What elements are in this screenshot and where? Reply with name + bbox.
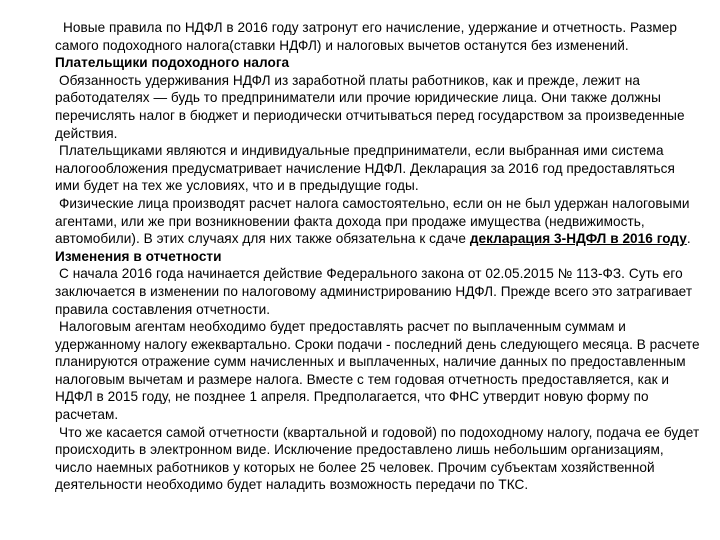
document-body — [55, 19, 703, 494]
heading-payers: Плательщики подоходного налога — [55, 55, 290, 71]
paragraph-individuals — [55, 195, 703, 248]
paragraph-tax-agents: Налоговым агентам необходимо будет предоставлять расчет по выплаченным суммам и удержанному налогу ежеквартально. Сроки подачи - последний день следующего месяца. В расчете планируются отражение сумм начисленных и выплаченных, наличие данных по предоставленным налоговым вычетам и размере налога. Вместе с тем годовая отчетность предоставляется, как и НДФЛ в 2015 году, не позднее 1 апреля. Предполагается, что ФНС утвердит новую форму по расчетам. — [55, 319, 700, 423]
paragraph-employers: Обязанность удерживания НДФЛ из заработной платы работников, как и прежде, лежит на работодателях — будь то предприниматели или прочие юридические лица. Они также должны перечислять налог в бюджет и периодически отчитываться перед государством за произведенные действия. — [55, 72, 685, 141]
heading-reporting: Изменения в отчетности — [55, 248, 222, 264]
paragraph-individuals-end: . — [686, 231, 691, 247]
paragraph-entrepreneurs: Плательщиками являются и индивидуальные предприниматели, если выбранная ими система налогообложения предусматривает начисление НДФЛ. Декларация за 2016 год предоставляться ими будет на тех же условиях, что и в предыдущие годы. — [55, 143, 675, 194]
intro-paragraph: Новые правила по НДФЛ в 2016 году затронут его начисление, удержание и отчетность. Размер самого подоходного налога(ставки НДФЛ) и налоговых вычетов останутся без изменений. — [55, 20, 678, 53]
paragraph-individuals-text: Физические лица производят расчет налога самостоятельно, если он не был удержан налоговыми агентами, или же при возникновении факта дохода при продаже имущества (недвижимость, автомобили). В этих случаях для них также обязательна к сдаче — [55, 195, 690, 247]
paragraph-federal-law: С начала 2016 года начинается действие Федерального закона от 02.05.2015 № 113-ФЗ. Суть его заключается в изменении по налоговому администрированию НДФЛ. Прежде всего это затрагивает правила составления отчетности. — [55, 266, 693, 317]
declaration-3ndfl-link[interactable]: декларация 3-НДФЛ в 2016 году — [469, 231, 687, 247]
paragraph-electronic: Что же касается самой отчетности (квартальной и годовой) по подоходному налогу, подача ее будет происходить в электронном виде. Исключение предоставлено лишь небольшим организациям, число наемных работников у которых не более 25 человек. Прочим субъектам хозяйственной деятельности необходимо будет наладить возможность передачи по ТКС. — [55, 424, 700, 493]
